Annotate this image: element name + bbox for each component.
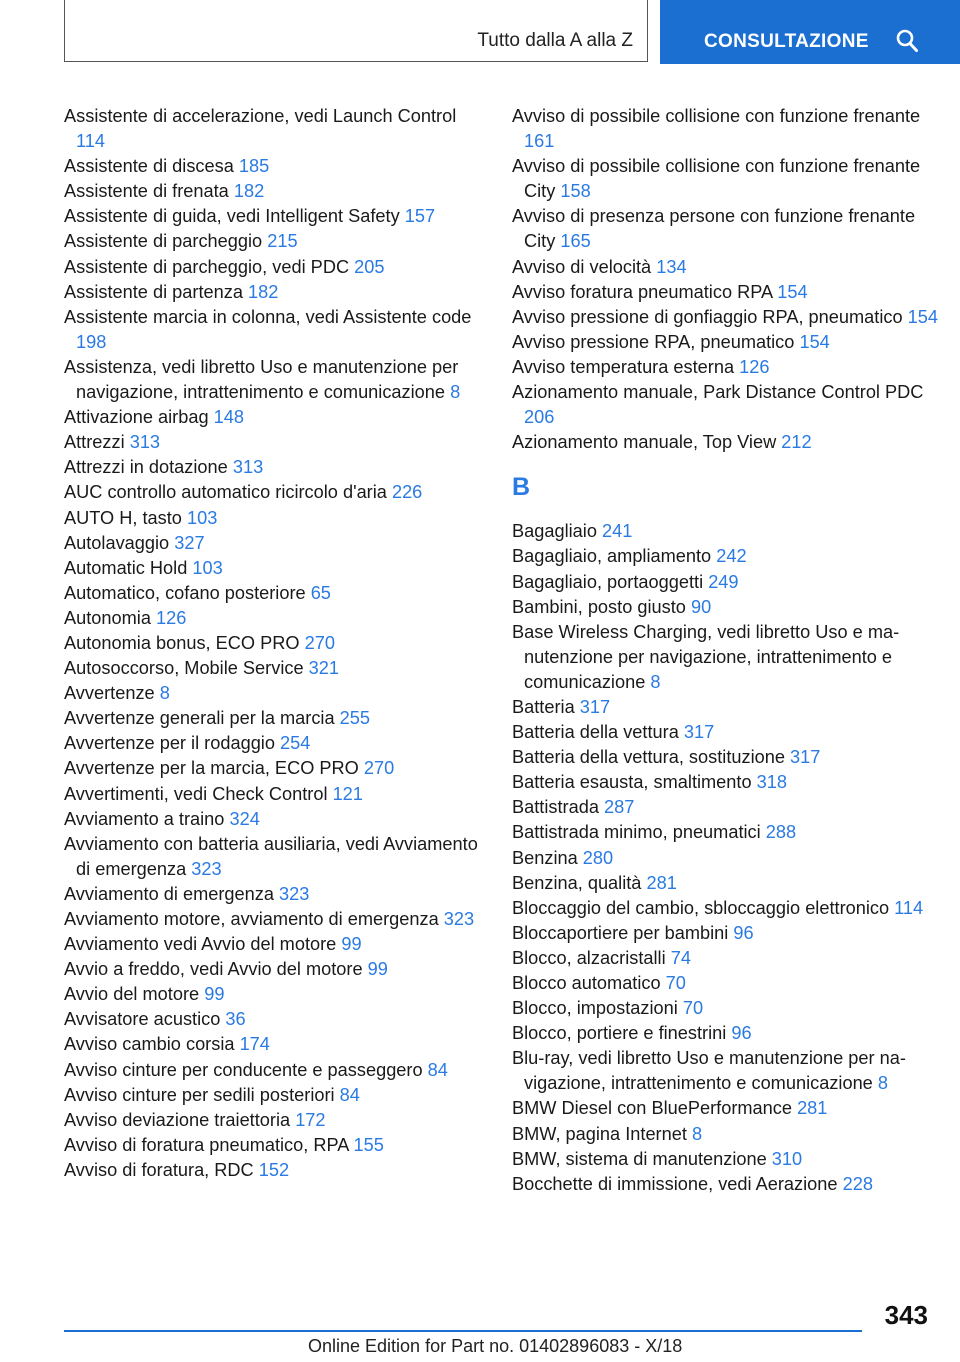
entry-text: Bocchette di immissione, vedi Aerazione bbox=[512, 1173, 838, 1194]
page-reference-link[interactable]: 313 bbox=[129, 432, 161, 453]
index-entry bbox=[64, 255, 484, 280]
index-entry bbox=[64, 455, 484, 480]
entry-text: Batteria bbox=[512, 696, 575, 717]
index-entry bbox=[64, 1058, 484, 1083]
page-reference-link[interactable]: 172 bbox=[295, 1109, 326, 1130]
page-reference-link[interactable]: 134 bbox=[656, 256, 687, 277]
entry-text: Automatic Hold bbox=[64, 557, 188, 578]
entry-text: Attivazione airbag bbox=[64, 407, 209, 428]
entry-text: Avviamento vedi Avvio del motore bbox=[64, 934, 337, 955]
page-reference-link[interactable]: 148 bbox=[213, 407, 244, 428]
index-entry bbox=[512, 1046, 942, 1096]
index-entry bbox=[64, 204, 484, 229]
entry-text: Assistente di frenata bbox=[64, 181, 229, 202]
entry-text: Avvertenze generali per la marcia bbox=[64, 708, 335, 729]
entry-text: Assistenza, vedi libretto Uso e manutenzione per navigazione, intrattenimento e comunicazione bbox=[64, 356, 459, 403]
index-entry bbox=[64, 405, 484, 430]
entry-text: Benzina bbox=[512, 847, 578, 868]
entry-text: Avvio a freddo, vedi Avvio del motore bbox=[64, 959, 363, 980]
entry-text: Assistente di accelerazione, vedi Launch Control bbox=[64, 106, 457, 126]
index-entry bbox=[64, 430, 484, 455]
index-entry bbox=[512, 871, 942, 896]
entry-text: Autonomia bonus, ECO PRO bbox=[64, 632, 300, 653]
page-reference-link[interactable]: 255 bbox=[339, 708, 371, 729]
entry-text: Avviso di foratura, RDC bbox=[64, 1159, 254, 1180]
index-entry bbox=[512, 1172, 942, 1197]
entry-text: Avviso cambio corsia bbox=[64, 1034, 235, 1055]
index-entry bbox=[64, 480, 484, 505]
index-entry bbox=[64, 656, 484, 681]
index-entry bbox=[512, 996, 942, 1021]
index-entry bbox=[64, 154, 484, 179]
entry-text: BMW, sistema di manutenzione bbox=[512, 1148, 767, 1169]
index-entry bbox=[64, 606, 484, 631]
page-reference-link[interactable]: 114 bbox=[894, 897, 924, 918]
entry-text: Batteria della vettura bbox=[512, 722, 679, 743]
page-reference-link[interactable]: 65 bbox=[310, 582, 331, 603]
index-entry bbox=[512, 430, 942, 455]
page-reference-link[interactable]: 327 bbox=[174, 532, 205, 553]
page-reference-link[interactable]: 206 bbox=[524, 407, 555, 428]
page-reference-link[interactable]: 185 bbox=[238, 156, 270, 177]
entry-text: Avvio del motore bbox=[64, 984, 200, 1005]
page-reference-link[interactable]: 8 bbox=[159, 683, 170, 704]
index-entry bbox=[512, 971, 942, 996]
entry-text: Avviamento a traino bbox=[64, 808, 225, 829]
index-entry bbox=[64, 1108, 484, 1133]
page-reference-link[interactable]: 324 bbox=[229, 808, 260, 829]
entry-text: Bagagliaio, portaoggetti bbox=[512, 571, 704, 592]
index-entry bbox=[64, 556, 484, 581]
entry-text: Avviso cinture per sedili posteriori bbox=[64, 1084, 335, 1105]
page-reference-link[interactable]: 317 bbox=[683, 722, 715, 743]
index-entry bbox=[512, 1021, 942, 1046]
index-entry bbox=[64, 280, 484, 305]
entry-text: Avviamento di emergenza bbox=[64, 883, 274, 904]
page-reference-link[interactable]: 126 bbox=[156, 607, 187, 628]
edition-footer: Online Edition for Part no. 01402896083 - X/18 bbox=[308, 1336, 683, 1356]
page-reference-link[interactable]: 103 bbox=[192, 557, 223, 578]
page-reference-link[interactable]: 212 bbox=[781, 432, 812, 453]
page-header bbox=[0, 0, 960, 64]
entry-text: Avvertenze bbox=[64, 683, 155, 704]
page-reference-link[interactable]: 281 bbox=[646, 872, 677, 893]
page-reference-link[interactable]: 310 bbox=[771, 1148, 803, 1169]
entry-text: Azionamento manuale, Park Distance Control PDC bbox=[512, 382, 924, 403]
entry-text: Batteria della vettura, sostituzione bbox=[512, 747, 785, 768]
entry-text: Avviso cinture per conducente e passeggero bbox=[64, 1059, 423, 1080]
page-reference-link[interactable]: 154 bbox=[907, 306, 939, 327]
page-reference-link[interactable]: 99 bbox=[367, 959, 388, 980]
page-reference-link[interactable]: 157 bbox=[404, 206, 436, 227]
index-entry bbox=[512, 846, 942, 871]
page-reference-link[interactable]: 281 bbox=[797, 1098, 828, 1119]
entry-text: Attrezzi bbox=[64, 432, 125, 453]
page-reference-link[interactable]: 74 bbox=[670, 947, 691, 968]
page-reference-link[interactable]: 96 bbox=[731, 1023, 752, 1044]
page-reference-link[interactable]: 174 bbox=[239, 1034, 270, 1055]
index-entry bbox=[64, 731, 484, 756]
index-entry bbox=[512, 720, 942, 745]
entry-text: Attrezzi in dotazione bbox=[64, 457, 228, 478]
page-reference-link[interactable]: 158 bbox=[560, 181, 591, 202]
index-entry bbox=[512, 255, 942, 280]
index-entry bbox=[64, 229, 484, 254]
entry-text: AUC controllo automatico ricircolo d'aria bbox=[64, 482, 387, 503]
page-reference-link[interactable]: 323 bbox=[279, 883, 310, 904]
section-letter-b: B bbox=[512, 473, 531, 502]
index-entry bbox=[64, 506, 484, 531]
entry-text: Battistrada bbox=[512, 797, 599, 818]
page-reference-link[interactable]: 321 bbox=[308, 658, 339, 679]
entry-text: Assistente di guida, vedi Intelligent Safety bbox=[64, 206, 400, 227]
page-reference-link[interactable]: 99 bbox=[204, 984, 225, 1005]
entry-text: Avviso di possibile collisione con funzione frenante bbox=[512, 106, 921, 126]
entry-text: Assistente di parcheggio bbox=[64, 231, 263, 252]
index-entry bbox=[64, 631, 484, 656]
entry-text: BMW Diesel con BluePerformance bbox=[512, 1098, 792, 1119]
entry-text: Avvisatore acustico bbox=[64, 1009, 221, 1030]
page-reference-link[interactable]: 70 bbox=[665, 973, 686, 993]
index-entry bbox=[512, 1122, 942, 1147]
index-entry bbox=[64, 1133, 484, 1158]
page-reference-link[interactable]: 317 bbox=[579, 696, 611, 717]
page-reference-link[interactable]: 228 bbox=[842, 1173, 873, 1194]
page-reference-link[interactable]: 182 bbox=[233, 181, 265, 202]
index-entry bbox=[64, 1158, 484, 1183]
page-reference-link[interactable]: 36 bbox=[225, 1009, 246, 1030]
entry-text: Avvertenze per la marcia, ECO PRO bbox=[64, 758, 359, 779]
index-entry bbox=[64, 179, 484, 204]
page-reference-link[interactable]: 155 bbox=[353, 1134, 384, 1155]
page-reference-link[interactable]: 182 bbox=[248, 281, 279, 302]
page-reference-link[interactable]: 287 bbox=[604, 797, 635, 818]
index-entry bbox=[512, 204, 942, 254]
index-entry bbox=[512, 305, 942, 330]
index-entry bbox=[512, 355, 942, 380]
index-entry bbox=[512, 620, 942, 695]
index-entry bbox=[512, 695, 942, 720]
entry-text: Avviso deviazione traiettoria bbox=[64, 1109, 291, 1130]
index-entry bbox=[512, 770, 942, 795]
entry-text: Blu-ray, vedi libretto Uso e manutenzione per navigazione, intrattenimento e comunicazione bbox=[512, 1048, 906, 1094]
page-reference-link[interactable]: 215 bbox=[267, 231, 298, 252]
entry-text: Assistente di partenza bbox=[64, 281, 243, 302]
page-reference-link[interactable]: 270 bbox=[304, 632, 335, 653]
index-column-left bbox=[64, 104, 484, 1183]
entry-text: Bagagliaio bbox=[512, 521, 597, 542]
search-icon[interactable] bbox=[896, 29, 918, 53]
entry-text: Avviso di foratura pneumatico, RPA bbox=[64, 1134, 349, 1155]
page-reference-link[interactable]: 254 bbox=[280, 733, 311, 754]
page-reference-link[interactable]: 313 bbox=[232, 457, 264, 478]
index-entry bbox=[512, 519, 942, 544]
page-reference-link[interactable]: 126 bbox=[739, 356, 770, 377]
index-entry bbox=[64, 1083, 484, 1108]
page-reference-link[interactable]: 154 bbox=[799, 331, 830, 352]
entry-text: Assistente di discesa bbox=[64, 156, 234, 177]
index-entry bbox=[64, 1032, 484, 1057]
entry-text: Blocco automatico bbox=[512, 973, 661, 993]
page-reference-link[interactable]: 121 bbox=[332, 783, 363, 804]
page-reference-link[interactable]: 280 bbox=[582, 847, 614, 868]
page-reference-link[interactable]: 205 bbox=[354, 256, 385, 277]
page-reference-link[interactable]: 8 bbox=[691, 1123, 703, 1144]
entry-text: Automatico, cofano posteriore bbox=[64, 582, 306, 603]
index-entry bbox=[64, 355, 484, 405]
index-entry bbox=[64, 982, 484, 1007]
index-entry bbox=[512, 795, 942, 820]
page-reference-link[interactable]: 84 bbox=[427, 1059, 448, 1080]
page-reference-link[interactable]: 90 bbox=[690, 596, 712, 617]
page-reference-link[interactable]: 323 bbox=[191, 858, 222, 879]
entry-text: Azionamento manuale, Top View bbox=[512, 432, 777, 453]
consultazione-label: CONSULTAZIONE bbox=[704, 31, 869, 52]
index-entry bbox=[64, 681, 484, 706]
entry-text: Avviso di velocità bbox=[512, 256, 652, 277]
page-reference-link[interactable]: 198 bbox=[76, 331, 107, 352]
page-reference-link[interactable]: 96 bbox=[733, 922, 754, 943]
entry-text: Avvertenze per il rodaggio bbox=[64, 733, 275, 754]
page-reference-link[interactable]: 70 bbox=[682, 998, 704, 1019]
page-reference-link[interactable]: 242 bbox=[716, 546, 747, 567]
index-entry bbox=[512, 330, 942, 355]
page-reference-link[interactable]: 249 bbox=[708, 571, 739, 592]
page-number: 343 bbox=[884, 1300, 928, 1330]
page-reference-link[interactable]: 288 bbox=[765, 822, 797, 843]
entry-text: Avviamento motore, avviamento di emergenza bbox=[64, 909, 439, 929]
index-entry bbox=[512, 896, 942, 921]
entry-text: Blocco, impostazioni bbox=[512, 998, 678, 1019]
page-reference-link[interactable]: 161 bbox=[524, 131, 555, 152]
index-entry bbox=[512, 820, 942, 845]
index-entry bbox=[512, 1096, 942, 1121]
entry-text: Battistrada minimo, pneumatici bbox=[512, 822, 761, 843]
index-entry bbox=[512, 595, 942, 620]
entry-text: Benzina, qualità bbox=[512, 872, 642, 893]
entry-text: Avviso di possibile collisione con funzione frenante City bbox=[512, 156, 921, 202]
index-entry bbox=[512, 104, 942, 154]
entry-text: Autolavaggio bbox=[64, 532, 170, 553]
page-reference-link[interactable]: 114 bbox=[76, 131, 105, 152]
index-entry bbox=[64, 957, 484, 982]
index-entry bbox=[512, 570, 942, 595]
index-entry bbox=[512, 921, 942, 946]
page-reference-link[interactable]: 103 bbox=[186, 507, 218, 528]
index-entry bbox=[64, 907, 484, 932]
index-entry bbox=[64, 932, 484, 957]
index-entry bbox=[64, 1007, 484, 1032]
index-column-right bbox=[512, 104, 942, 1197]
consultazione-tab[interactable] bbox=[660, 0, 960, 64]
entry-text: AUTO H, tasto bbox=[64, 507, 182, 528]
section-title-tab bbox=[64, 0, 648, 62]
page-reference-link[interactable]: 8 bbox=[877, 1073, 888, 1094]
index-entry bbox=[512, 1147, 942, 1172]
entry-text: Avviso foratura pneumatico RPA bbox=[512, 281, 773, 302]
entry-text: Avviamento con batteria ausiliaria, vedi Avviamento di emergenza bbox=[64, 833, 478, 879]
index-entry bbox=[64, 706, 484, 731]
page-reference-link[interactable]: 317 bbox=[790, 747, 821, 768]
entry-text: Autosoccorso, Mobile Service bbox=[64, 658, 304, 679]
entry-text: Avviso pressione RPA, pneumatico bbox=[512, 331, 795, 352]
page-reference-link[interactable]: 165 bbox=[560, 231, 591, 252]
entry-text: Bloccaportiere per bambini bbox=[512, 922, 729, 943]
index-entry bbox=[64, 882, 484, 907]
index-entry bbox=[512, 946, 942, 971]
index-entry bbox=[64, 531, 484, 556]
index-entry bbox=[512, 280, 942, 305]
index-entry bbox=[64, 581, 484, 606]
page-reference-link[interactable]: 152 bbox=[258, 1159, 290, 1180]
entry-text: Avvertimenti, vedi Check Control bbox=[64, 783, 328, 804]
index-entry bbox=[64, 832, 484, 882]
index-entry bbox=[64, 756, 484, 781]
page-reference-link[interactable]: 154 bbox=[777, 281, 808, 302]
entry-text: Assistente marcia in colonna, vedi Assistente code bbox=[64, 306, 472, 327]
entry-text: Assistente di parcheggio, vedi PDC bbox=[64, 256, 350, 277]
page-reference-link[interactable]: 226 bbox=[391, 482, 423, 503]
entry-text: BMW, pagina Internet bbox=[512, 1123, 687, 1144]
entry-text: Blocco, portiere e finestrini bbox=[512, 1023, 727, 1044]
page-reference-link[interactable]: 241 bbox=[602, 521, 633, 542]
entry-text: Bagagliaio, ampliamento bbox=[512, 546, 712, 567]
section-title: Tutto dalla A alla Z bbox=[477, 30, 633, 51]
entry-text: Avviso temperatura esterna bbox=[512, 356, 735, 377]
page-reference-link[interactable]: 8 bbox=[650, 671, 661, 692]
page-reference-link[interactable]: 323 bbox=[443, 909, 475, 929]
index-entry bbox=[512, 380, 942, 430]
page-reference-link[interactable]: 318 bbox=[756, 772, 788, 793]
index-entry bbox=[64, 782, 484, 807]
entry-text: Avviso pressione di gonfiaggio RPA, pneumatico bbox=[512, 306, 903, 327]
index-entry bbox=[64, 305, 484, 355]
index-entry bbox=[512, 154, 942, 204]
entry-text: Blocco, alzacristalli bbox=[512, 947, 666, 968]
footer-divider bbox=[64, 1330, 862, 1332]
index-entry bbox=[512, 745, 942, 770]
index-entry bbox=[64, 807, 484, 832]
index-entry bbox=[64, 104, 484, 154]
entry-text: Autonomia bbox=[64, 607, 151, 628]
entry-text: Bloccaggio del cambio, sbloccaggio elettronico bbox=[512, 897, 890, 918]
entry-text: Avviso di presenza persone con funzione frenante City bbox=[512, 206, 916, 252]
page-reference-link[interactable]: 270 bbox=[363, 758, 395, 779]
entry-text: Batteria esausta, smaltimento bbox=[512, 772, 752, 793]
entry-text: Bambini, posto giusto bbox=[512, 596, 686, 617]
index-entry bbox=[512, 544, 942, 569]
entry-text: Base Wireless Charging, vedi libretto Uso e manutenzione per navigazione, intrattenimento e comunicazione bbox=[512, 621, 900, 692]
page-reference-link[interactable]: 8 bbox=[450, 382, 461, 403]
page-reference-link[interactable]: 99 bbox=[341, 934, 362, 955]
page-reference-link[interactable]: 84 bbox=[339, 1084, 360, 1105]
